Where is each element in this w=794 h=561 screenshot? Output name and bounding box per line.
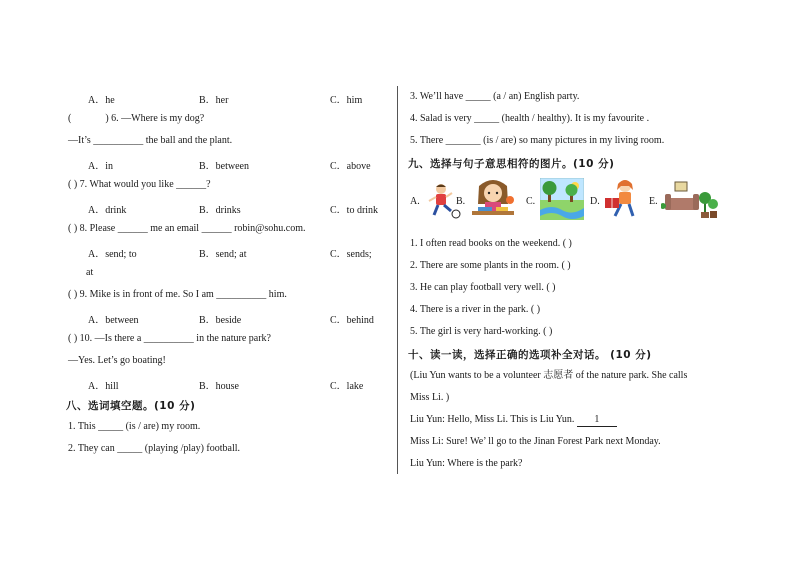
s9-item-3: 3. He can play football very well. ( ): [410, 282, 556, 293]
pic-label-d: D.: [590, 196, 600, 207]
q5-option-b: B．her: [199, 95, 229, 106]
q6-option-b: B．between: [199, 161, 249, 172]
s10-intro-line2: Miss Li. ): [410, 392, 450, 403]
s8-item-3: 3. We’ll have _____ (a / an) English party.: [410, 91, 580, 102]
q6-option-c: C．above: [330, 161, 371, 172]
q10-line2: —Yes. Let’s go boating!: [68, 355, 166, 366]
q5-option-c: C．him: [330, 95, 363, 106]
q8-option-b: B．send; at: [199, 249, 247, 260]
s10-dialogue-2: Miss Li: Sure! We’ ll go to the Jinan Forest Park next Monday.: [410, 436, 661, 447]
s10-dialogue-1: [410, 414, 617, 427]
q8-question: ( ) 8. Please ______ me an email ______ robin@sohu.com.: [68, 223, 306, 234]
q9-question: ( ) 9. Mike is in front of me. So I am __________ him.: [68, 289, 287, 300]
s10-blank-1: 1: [577, 414, 617, 427]
s8-item-5: 5. There _______ (is / are) so many pictures in my living room.: [410, 135, 665, 146]
s10-dialogue-3: Liu Yun: Where is the park?: [410, 458, 523, 469]
pic-label-c: C.: [526, 196, 536, 207]
s10-intro-line1: (Liu Yun wants to be a volunteer 志愿者 of the nature park. She calls: [410, 370, 688, 381]
section8-title: 八、选词填空题。(10 分): [66, 400, 196, 412]
s9-item-2: 2. There are some plants in the room. ( ): [410, 260, 571, 271]
column-divider: [397, 86, 398, 474]
q9-option-c: C．behind: [330, 315, 374, 326]
q5-option-a: A．he: [88, 95, 115, 106]
reading-girl-icon: [601, 178, 643, 220]
q8-option-c: C．sends;: [330, 249, 372, 260]
q8-option-a: A．send; to: [88, 249, 137, 260]
q8-option-c-wrap: at: [86, 267, 94, 278]
q10-option-c: C．lake: [330, 381, 364, 392]
s8-item-4: 4. Salad is very _____ (health / healthy). It is my favourite .: [410, 113, 650, 124]
q7-option-a: A．drink: [88, 205, 127, 216]
q10-option-a: A．hill: [88, 381, 119, 392]
q7-option-b: B．drinks: [199, 205, 241, 216]
q6-text: ) 6. —Where is my dog?: [105, 113, 205, 124]
studying-girl-icon: [470, 178, 516, 222]
q10-option-b: B．house: [199, 381, 239, 392]
living-room-plants-icon: [661, 178, 719, 220]
pic-label-b: B.: [456, 196, 466, 207]
section10-title: 十、读一读，选择正确的选项补全对话。 (10 分): [408, 349, 652, 361]
q6-option-a: A．in: [88, 161, 113, 172]
s9-item-5: 5. The girl is very hard-working. ( ): [410, 326, 553, 337]
q7-option-c: C．to drink: [330, 205, 379, 216]
section9-title: 九、选择与句子意思相符的图片。(10 分): [408, 158, 615, 170]
q9-option-a: A．between: [88, 315, 139, 326]
q7-question: ( ) 7. What would you like ______?: [68, 179, 211, 190]
pic-label-a: A.: [410, 196, 420, 207]
s8-item-2: 2. They can _____ (playing /play) football.: [68, 443, 240, 454]
s9-item-1: 1. I often read books on the weekend. ( ): [410, 238, 572, 249]
q6-question: [68, 113, 204, 125]
s9-item-4: 4. There is a river in the park. ( ): [410, 304, 541, 315]
park-river-icon: [540, 178, 584, 220]
s8-item-1: 1. This _____ (is / are) my room.: [68, 421, 201, 432]
q10-question: ( ) 10. —Is there a __________ in the nature park?: [68, 333, 271, 344]
q6-line2: —It’s __________ the ball and the plant.: [68, 135, 233, 146]
pic-label-e: E.: [649, 196, 658, 207]
s10-dialogue-1-text: Liu Yun: Hello, Miss Li. This is Liu Yun.: [410, 414, 577, 425]
q6-paren-open: (: [68, 113, 72, 124]
q9-option-b: B．beside: [199, 315, 242, 326]
